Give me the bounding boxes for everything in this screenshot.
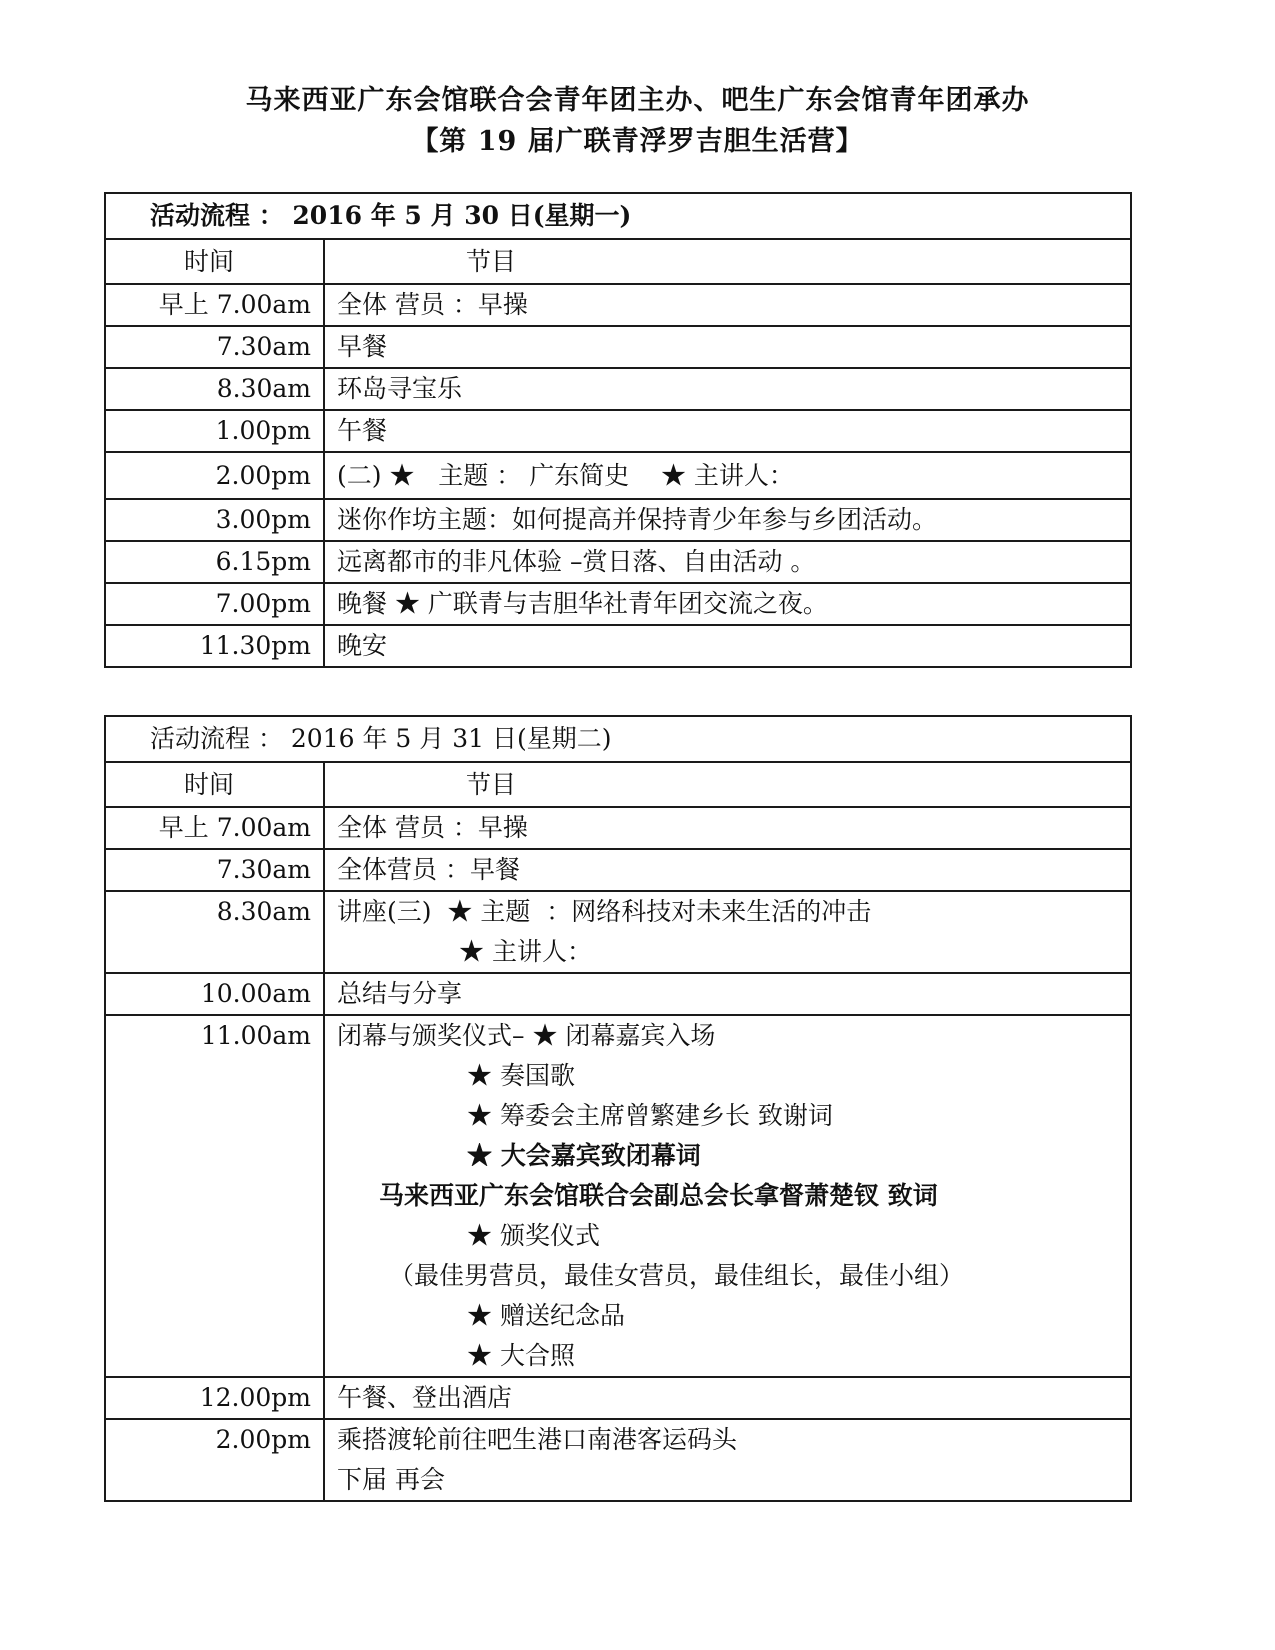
time-cell: 2.00pm bbox=[105, 452, 324, 499]
event-cell: 总结与分享 bbox=[324, 973, 1131, 1015]
time-cell: 7.30am bbox=[105, 849, 324, 891]
event-cell bbox=[324, 1419, 1131, 1501]
column-header-time: 时间 bbox=[105, 239, 324, 284]
table-row bbox=[105, 973, 1131, 1015]
event-cell: 全体 营员 ：早操 bbox=[324, 284, 1131, 326]
table-row bbox=[105, 1015, 1131, 1377]
time-cell: 7.00pm bbox=[105, 583, 324, 625]
table-row bbox=[105, 452, 1131, 499]
column-header-program: 节目 bbox=[324, 762, 1131, 807]
ceremony-line: 闭幕与颁奖仪式– ★ 闭幕嘉宾入场 bbox=[337, 1021, 716, 1050]
event-cell bbox=[324, 891, 1131, 973]
day2-header: 活动流程 ： 2016 年 5 月 31 日(星期二) bbox=[105, 716, 1131, 762]
time-cell: 8.30am bbox=[105, 891, 324, 973]
ceremony-line: ★ 大会嘉宾致闭幕词 bbox=[467, 1141, 701, 1170]
time-cell: 2.00pm bbox=[105, 1419, 324, 1501]
ceremony-line: ★ 奏国歌 bbox=[467, 1061, 575, 1090]
time-cell: 6.15pm bbox=[105, 541, 324, 583]
event-cell: 午餐、登出酒店 bbox=[324, 1377, 1131, 1419]
event-cell: 远离都市的非凡体验 –赏日落、自由活动 。 bbox=[324, 541, 1131, 583]
event-cell: 迷你作坊主题：如何提高并保持青少年参与乡团活动。 bbox=[324, 499, 1131, 541]
schedule-table-day1 bbox=[104, 192, 1132, 668]
ceremony-line: ★ 大合照 bbox=[467, 1341, 575, 1370]
event-cell: 晚安 bbox=[324, 625, 1131, 667]
ceremony-line: ★ 颁奖仪式 bbox=[467, 1221, 600, 1250]
event-cell: 晚餐 ★ 广联青与吉胆华社青年团交流之夜。 bbox=[324, 583, 1131, 625]
ceremony-line: ★ 筹委会主席曾繁建乡长 致谢词 bbox=[467, 1101, 833, 1130]
event-cell: 午餐 bbox=[324, 410, 1131, 452]
table-row bbox=[105, 541, 1131, 583]
table-row bbox=[105, 326, 1131, 368]
table-row bbox=[105, 284, 1131, 326]
table-row bbox=[105, 625, 1131, 667]
table-row bbox=[105, 410, 1131, 452]
ceremony-line: 马来西亚广东会馆联合会副总会长拿督萧楚钗 致词 bbox=[379, 1181, 938, 1210]
table-row bbox=[105, 807, 1131, 849]
table-row bbox=[105, 583, 1131, 625]
farewell-line: 下届 再会 bbox=[337, 1465, 445, 1494]
time-cell: 早上 7.00am bbox=[105, 284, 324, 326]
ceremony-line: （最佳男营员，最佳女营员，最佳组长，最佳小组） bbox=[389, 1261, 965, 1290]
time-cell: 11.30pm bbox=[105, 625, 324, 667]
event-cell: 早餐 bbox=[324, 326, 1131, 368]
time-cell: 12.00pm bbox=[105, 1377, 324, 1419]
column-header-program: 节目 bbox=[324, 239, 1131, 284]
day1-header: 活动流程 ： 2016 年 5 月 30 日(星期一) bbox=[105, 193, 1131, 239]
time-cell: 11.00am bbox=[105, 1015, 324, 1377]
time-cell: 7.30am bbox=[105, 326, 324, 368]
time-cell: 1.00pm bbox=[105, 410, 324, 452]
event-cell: (二) ★ 主题 ： 广东简史 ★ 主讲人： bbox=[324, 452, 1131, 499]
ferry-line: 乘搭渡轮前往吧生港口南港客运码头 bbox=[337, 1425, 738, 1454]
table-row bbox=[105, 499, 1131, 541]
time-cell: 早上 7.00am bbox=[105, 807, 324, 849]
event-cell: 全体 营员 ：早操 bbox=[324, 807, 1131, 849]
table-row bbox=[105, 1377, 1131, 1419]
table-row bbox=[105, 849, 1131, 891]
document-title: 马来西亚广东会馆联合会青年团主办、吧生广东会馆青年团承办 bbox=[245, 85, 1030, 116]
event-cell: 全体营员 ：早餐 bbox=[324, 849, 1131, 891]
table-row bbox=[105, 368, 1131, 410]
column-header-time: 时间 bbox=[105, 762, 324, 807]
time-cell: 10.00am bbox=[105, 973, 324, 1015]
schedule-table-day2 bbox=[104, 715, 1132, 1502]
table-row bbox=[105, 891, 1131, 973]
event-cell: 环岛寻宝乐 bbox=[324, 368, 1131, 410]
lecture-topic-line: 讲座(三) ★ 主题 ：网络科技对未来生活的冲击 bbox=[337, 897, 872, 926]
table-row bbox=[105, 1419, 1131, 1501]
event-cell bbox=[324, 1015, 1131, 1377]
time-cell: 3.00pm bbox=[105, 499, 324, 541]
time-cell: 8.30am bbox=[105, 368, 324, 410]
camp-title: 【第 19 届广联青浮罗吉胆生活营】 bbox=[411, 126, 864, 157]
lecture-speaker-line: ★ 主讲人： bbox=[459, 937, 592, 966]
ceremony-line: ★ 赠送纪念品 bbox=[467, 1301, 625, 1330]
